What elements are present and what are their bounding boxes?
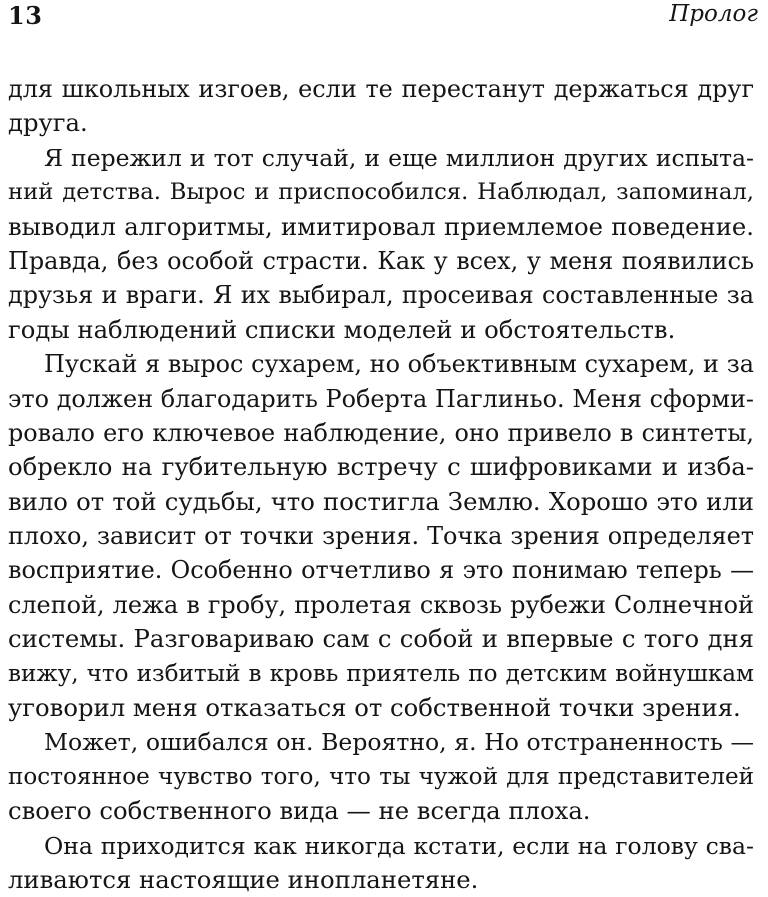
text-line: ний детства. Вырос и приспособился. Наблюдал, запоминал, [8, 179, 754, 206]
paragraph [8, 829, 754, 897]
body-text [8, 72, 754, 897]
paragraph [8, 725, 754, 828]
text-line: вижу, что избитый в кровь приятель по детским войнушкам [8, 660, 754, 687]
text-line: восприятие. Особенно отчетливо я это понимаю теперь — [8, 556, 754, 585]
running-title: Пролог [669, 1, 758, 27]
text-line: системы. Разговариваю сам с собой и впервые с того дня [8, 624, 754, 654]
text-line: Правда, без особой страсти. Как у всех, у меня появились [8, 246, 754, 275]
page-number: 13 [8, 1, 43, 30]
text-line: ливаются настоящие инопланетяне. [8, 864, 479, 894]
text-line: вило от той судьбы, что постигла Землю. Хорошо это или [8, 486, 754, 516]
text-line: постоянное чувство того, что ты чужой для представителей [8, 763, 754, 790]
text-line: годы наблюдений списки моделей и обстоятельств. [8, 314, 676, 344]
text-line: это должен благодарить Роберта Паглиньо. Меня сформи- [8, 384, 754, 413]
paragraph [8, 72, 754, 141]
text-line: Пускай я вырос сухарем, но объективным сухарем, и за [44, 350, 754, 379]
text-line: плохо, зависит от точки зрения. Точка зрения определяет [8, 522, 754, 551]
text-line: Может, ошибался он. Вероятно, я. Но отстраненность — [44, 728, 754, 757]
text-line: Я пережил и тот случай, и еще миллион других испыта- [44, 143, 754, 172]
text-line: друга. [8, 108, 88, 138]
text-line: обрекло на губительную встречу с шифровиками и изба- [8, 452, 754, 482]
paragraph [8, 347, 754, 725]
paragraph [8, 141, 754, 347]
text-line: ровало его ключевое наблюдение, оно привело в синтеты, [8, 418, 754, 447]
text-line: слепой, лежа в гробу, пролетая сквозь рубежи Солнечной [8, 590, 754, 619]
text-line: для школьных изгоев, если те перестанут держаться друг [8, 75, 754, 103]
text-line: друзья и враги. Я их выбирал, просеивая составленные за [8, 281, 754, 310]
text-line: своего собственного вида — не всегда плоха. [8, 796, 591, 826]
text-line: уговорил меня отказаться от собственной точки зрения. [8, 693, 741, 723]
text-line: Она приходится как никогда кстати, если на голову сва- [44, 831, 754, 860]
page-header [0, 0, 768, 40]
text-line: выводил алгоритмы, имитировал приемлемое поведение. [8, 211, 754, 241]
